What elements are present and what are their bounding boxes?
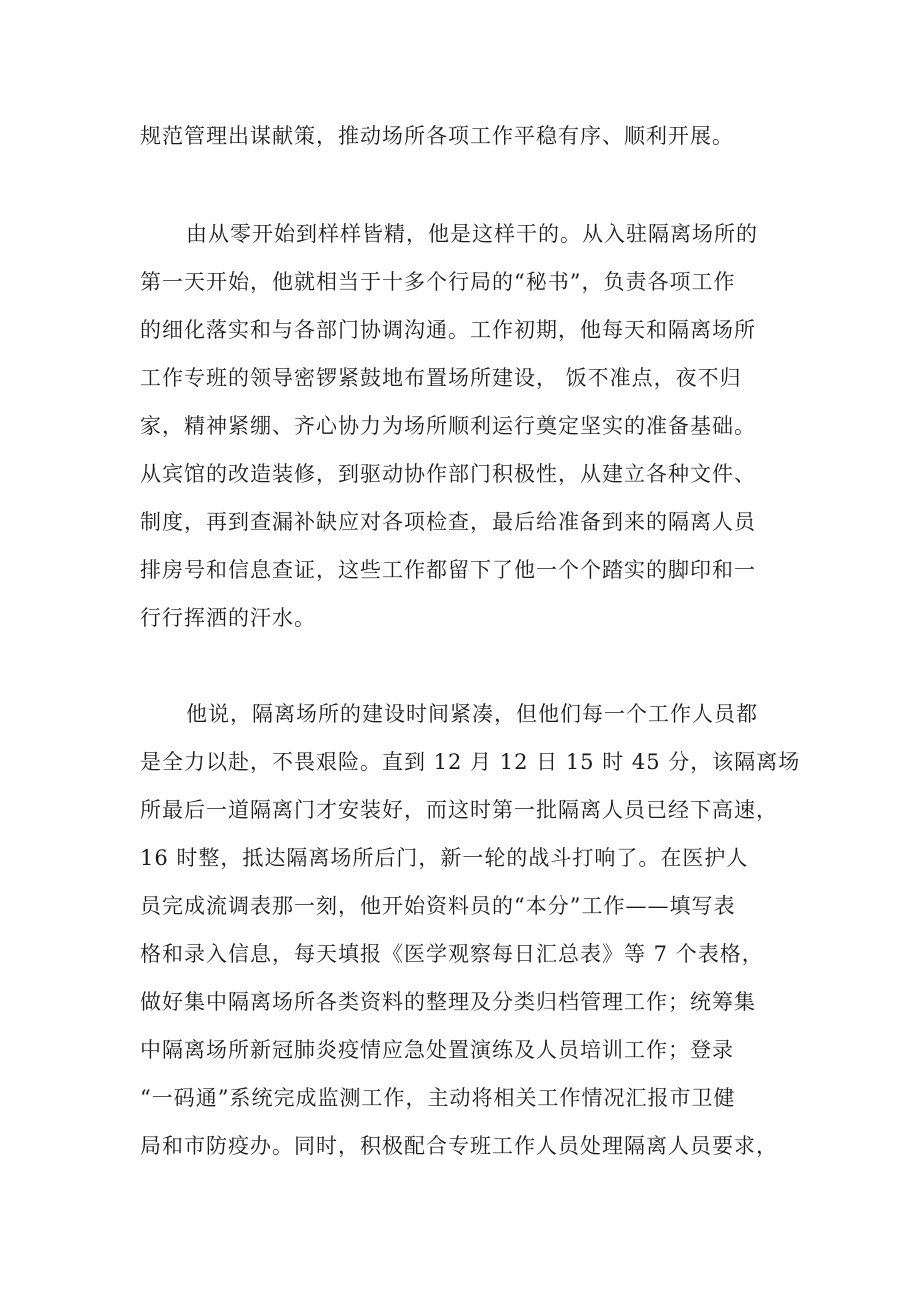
paragraph-construction [140,690,800,1170]
text-line: 的细化落实和与各部门协调沟通。工作初期，他每天和隔离场所 [140,318,756,342]
text-line: 工作专班的领导密锣紧鼓地布置场所建设， 饭不准点，夜不归 [140,366,742,390]
text-line: 规范管理出谋献策，推动场所各项工作平稳有序、顺利开展。 [140,124,734,148]
text-line: 由从零开始到样样皆精，他是这样干的。从入驻隔离场所的 [186,222,758,246]
text-line: 行行挥洒的汗水。 [140,606,316,630]
text-line: 所最后一道隔离门才安装好，而这时第一批隔离人员已经下高速， [140,798,778,822]
text-line: 排房号和信息查证，这些工作都留下了他一个个踏实的脚印和一 [140,558,756,582]
text-line: 做好集中隔离场所各类资料的整理及分类归档管理工作；统筹集 [140,990,756,1014]
text-line: 中隔离场所新冠肺炎疫情应急处置演练及人员培训工作；登录 [140,1038,734,1062]
text-line: 他说，隔离场所的建设时间紧凑，但他们每一个工作人员都 [186,702,758,726]
text-line: 员完成流调表那一刻，他开始资料员的“本分”工作——填写表 [140,894,736,918]
text-line: 从宾馆的改造装修，到驱动协作部门积极性，从建立各种文件、 [140,462,756,486]
text-line: 16 时整，抵达隔离场所后门，新一轮的战斗打响了。在医护人 [140,846,749,870]
text-line: 第一天开始，他就相当于十多个行局的“秘书”，负责各项工作 [140,270,736,294]
paragraph-continuation [140,112,800,160]
text-line: 家，精神紧绷、齐心协力为场所顺利运行奠定坚实的准备基础。 [140,414,756,438]
text-line: 格和录入信息，每天填报《医学观察每日汇总表》等 7 个表格， [140,942,764,966]
text-line: “一码通”系统完成监测工作，主动将相关工作情况汇报市卫健 [140,1086,736,1110]
text-line: 是全力以赴，不畏艰险。直到 12 月 12 日 15 时 45 分，该隔离场 [140,750,801,774]
text-line: 局和市防疫办。同时，积极配合专班工作人员处理隔离人员要求， [140,1134,778,1158]
paragraph-work-start [140,210,800,642]
text-line: 制度，再到查漏补缺应对各项检查，最后给准备到来的隔离人员 [140,510,756,534]
